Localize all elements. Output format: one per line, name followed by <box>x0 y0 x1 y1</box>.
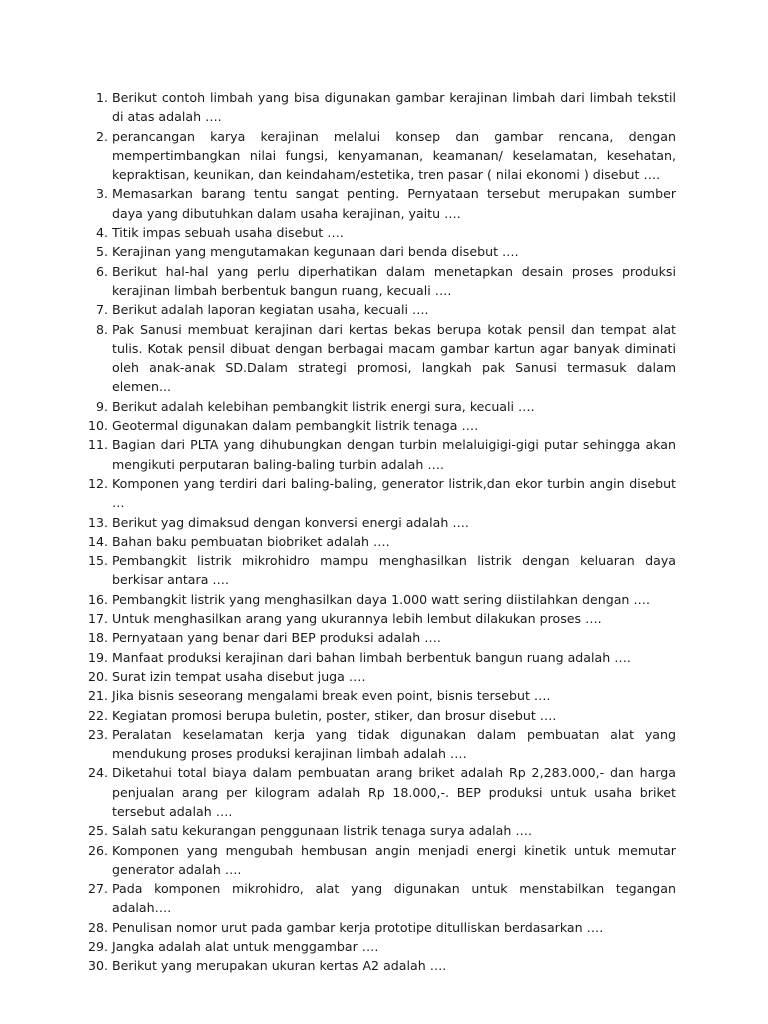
question-number: 28. <box>87 919 108 935</box>
question-number: 25. <box>87 823 108 839</box>
question-item <box>78 532 676 551</box>
question-text: Pada komponen mikrohidro, alat yang digunakan untuk menstabilkan tegangan adalah…. <box>112 881 676 916</box>
question-text: Peralatan keselamatan kerja yang tidak digunakan dalam pembuatan alat yang mendukung proses produksi kerajinan limbah adalah …. <box>112 726 676 762</box>
question-item <box>78 262 676 301</box>
question-number: 7. <box>95 302 108 318</box>
question-text: Berikut yag dimaksud dengan konversi energi adalah …. <box>112 514 469 530</box>
question-item <box>78 879 676 918</box>
question-text: Pak Sanusi membuat kerajinan dari kertas bekas berupa kotak pensil dan tempat alat tulis. Kotak pensil dibuat dengan berbagai macam gambar kartun agar banyak diminati oleh anak-anak SD.Dalam strategi promosi, langkah pak Sanusi termasuk dalam elemen... <box>112 321 676 395</box>
question-text: Jangka adalah alat untuk menggambar …. <box>112 939 379 955</box>
question-item <box>78 937 676 956</box>
question-text: Berikut hal-hal yang perlu diperhatikan dalam menetapkan desain proses produksi kerajinan limbah berbentuk bangun ruang, kecuali …. <box>112 263 676 298</box>
question-number: 24. <box>87 765 108 781</box>
question-text: Komponen yang mengubah hembusan angin menjadi energi kinetik untuk memutar generator adalah …. <box>112 842 676 877</box>
question-number: 6. <box>95 263 108 279</box>
question-text: Pembangkit listrik mikrohidro mampu menghasilkan listrik dengan keluaran daya berkisar antara …. <box>112 553 676 588</box>
question-text: perancangan karya kerajinan melalui konsep dan gambar rencana, dengan mempertimbangkan nilai fungsi, kenyamanan, keamanan/ keselamatan, kesehatan, kepraktisan, keunikan, dan keindaham/estetika, tren pasar ( nilai ekonomi ) disebut …. <box>112 128 676 183</box>
question-number: 22. <box>87 707 108 723</box>
question-text: Surat izin tempat usaha disebut juga …. <box>112 668 366 684</box>
question-number: 9. <box>95 398 108 414</box>
question-number: 8. <box>95 321 108 337</box>
question-number: 5. <box>95 244 108 260</box>
question-item <box>78 628 676 647</box>
question-number: 27. <box>87 881 108 897</box>
question-item <box>78 223 676 242</box>
question-text: Berikut contoh limbah yang bisa digunakan gambar kerajinan limbah dari limbah tekstil di atas adalah …. <box>112 90 676 125</box>
question-item <box>78 590 676 609</box>
question-item <box>78 127 676 185</box>
question-text: Manfaat produksi kerajinan dari bahan limbah berbentuk bangun ruang adalah …. <box>112 649 631 665</box>
question-item <box>78 667 676 686</box>
question-text: Memasarkan barang tentu sangat penting. Pernyataan tersebut merupakan sumber daya yang dibutuhkan dalam usaha kerajinan, yaitu …. <box>112 186 676 221</box>
question-text: Pembangkit listrik yang menghasilkan daya 1.000 watt sering diistilahkan dengan …. <box>112 591 651 607</box>
question-number: 29. <box>87 939 108 955</box>
question-number: 16. <box>87 591 108 607</box>
question-item <box>78 821 676 840</box>
question-item <box>78 88 676 127</box>
question-number: 2. <box>95 128 108 144</box>
question-item <box>78 474 676 513</box>
question-text: Bahan baku pembuatan biobriket adalah …. <box>112 533 390 549</box>
question-number: 13. <box>87 514 108 530</box>
question-number: 11. <box>87 437 108 453</box>
question-item <box>78 435 676 474</box>
question-item <box>78 763 676 821</box>
question-text: Diketahui total biaya dalam pembuatan arang briket adalah Rp 2,283.000,- dan harga penjualan arang per kilogram adalah Rp 18.000,-. BEP produksi untuk usaha briket tersebut adalah …. <box>112 765 676 819</box>
question-text: Kegiatan promosi berupa buletin, poster, stiker, dan brosur disebut …. <box>112 707 557 723</box>
question-item <box>78 184 676 223</box>
question-text: Berikut yang merupakan ukuran kertas A2 adalah …. <box>112 958 447 974</box>
question-number: 21. <box>87 688 108 704</box>
question-list <box>78 88 676 976</box>
question-text: Salah satu kekurangan penggunaan listrik tenaga surya adalah …. <box>112 823 532 839</box>
question-text: Pernyataan yang benar dari BEP produksi adalah …. <box>112 630 441 646</box>
question-text: Berikut adalah laporan kegiatan usaha, kecuali …. <box>112 302 429 318</box>
question-text: Titik impas sebuah usaha disebut …. <box>112 225 344 241</box>
question-text: Untuk menghasilkan arang yang ukurannya lebih lembut dilakukan proses …. <box>112 611 602 627</box>
question-number: 15. <box>87 553 108 569</box>
question-number: 1. <box>95 90 108 105</box>
question-number: 10. <box>87 418 108 434</box>
question-item <box>78 725 676 764</box>
question-item <box>78 956 676 975</box>
question-text: Geotermal digunakan dalam pembangkit listrik tenaga …. <box>112 418 479 434</box>
question-number: 3. <box>95 186 108 202</box>
question-item <box>78 416 676 435</box>
question-text: Bagian dari PLTA yang dihubungkan dengan turbin melaluigigi-gigi putar sehingga akan mengikuti perputaran baling-baling turbin adalah …. <box>112 437 676 472</box>
question-number: 26. <box>87 842 108 858</box>
question-item <box>78 841 676 880</box>
question-item <box>78 551 676 590</box>
question-number: 12. <box>87 475 108 491</box>
question-item <box>78 242 676 261</box>
question-number: 19. <box>87 649 108 665</box>
question-item <box>78 686 676 705</box>
question-text: Kerajinan yang mengutamakan kegunaan dari benda disebut …. <box>112 244 519 260</box>
question-text: Penulisan nomor urut pada gambar kerja prototipe ditulliskan berdasarkan …. <box>112 919 604 935</box>
question-number: 14. <box>87 533 108 549</box>
question-text: Berikut adalah kelebihan pembangkit listrik energi sura, kecuali …. <box>112 398 535 414</box>
question-item <box>78 320 676 397</box>
question-item <box>78 397 676 416</box>
question-number: 20. <box>87 668 108 684</box>
question-item <box>78 513 676 532</box>
question-item <box>78 300 676 319</box>
question-text: Jika bisnis seseorang mengalami break even point, bisnis tersebut …. <box>112 688 551 704</box>
question-number: 30. <box>87 958 108 974</box>
question-text: Komponen yang terdiri dari baling-baling, generator listrik,dan ekor turbin angin disebut … <box>112 475 676 511</box>
question-item <box>78 609 676 628</box>
question-number: 23. <box>87 726 108 742</box>
question-number: 18. <box>87 630 108 646</box>
question-number: 17. <box>87 611 108 627</box>
question-item <box>78 648 676 667</box>
question-item <box>78 706 676 725</box>
question-number: 4. <box>95 225 108 241</box>
question-item <box>78 918 676 937</box>
